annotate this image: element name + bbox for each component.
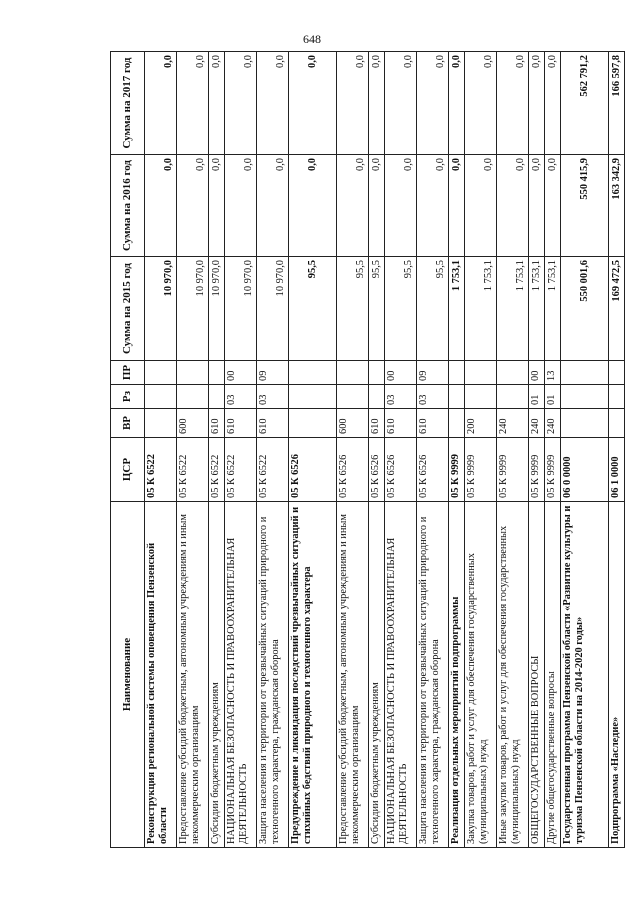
table-row: [145, 52, 177, 848]
cell-sum-2017: 0,0: [225, 52, 257, 155]
cell-rz: [561, 385, 609, 409]
cell-rz: [145, 385, 177, 409]
header-vr: ВР: [111, 409, 145, 438]
table-row: [609, 52, 625, 848]
cell-sum-2016: 0,0: [417, 155, 449, 257]
cell-rz: [609, 385, 625, 409]
cell-sum-2015: 95,5: [385, 257, 417, 361]
cell-vr: 600: [177, 409, 209, 438]
cell-rz: 03: [225, 385, 257, 409]
table-body: [145, 52, 625, 848]
cell-name: Подпрограмма «Наследие»: [609, 502, 625, 848]
cell-sum-2015: 169 472,5: [609, 257, 625, 361]
cell-name: НАЦИОНАЛЬНАЯ БЕЗОПАСНОСТЬ И ПРАВООХРАНИТЕЛЬНАЯ ДЕЯТЕЛЬНОСТЬ: [225, 502, 257, 848]
budget-table: [110, 51, 625, 848]
cell-sum-2017: 0,0: [497, 52, 529, 155]
cell-vr: [289, 409, 337, 438]
cell-csr: 05 К 6522: [209, 438, 225, 502]
cell-csr: 05 К 9999: [497, 438, 529, 502]
cell-pr: [449, 361, 465, 385]
table-row: [561, 52, 609, 848]
cell-sum-2016: 0,0: [289, 155, 337, 257]
cell-sum-2016: 0,0: [209, 155, 225, 257]
cell-rz: 01: [529, 385, 545, 409]
table-row: [449, 52, 465, 848]
cell-sum-2017: 0,0: [369, 52, 385, 155]
table-row: [225, 52, 257, 848]
cell-vr: 240: [497, 409, 529, 438]
page-number: 648: [303, 32, 321, 46]
table-row: [545, 52, 561, 848]
cell-sum-2016: 0,0: [465, 155, 497, 257]
cell-sum-2016: 0,0: [369, 155, 385, 257]
cell-csr: 05 К 9999: [545, 438, 561, 502]
cell-vr: 240: [545, 409, 561, 438]
cell-sum-2015: 550 001,6: [561, 257, 609, 361]
cell-name: Субсидии бюджетным учреждениям: [209, 502, 225, 848]
cell-vr: [561, 409, 609, 438]
cell-vr: 610: [385, 409, 417, 438]
cell-csr: 05 К 9999: [465, 438, 497, 502]
cell-sum-2017: 0,0: [289, 52, 337, 155]
cell-name: Другие общегосударственные вопросы: [545, 502, 561, 848]
table-row: [385, 52, 417, 848]
table-row: [209, 52, 225, 848]
cell-sum-2015: 1 753,1: [529, 257, 545, 361]
cell-pr: [209, 361, 225, 385]
cell-sum-2016: 0,0: [449, 155, 465, 257]
budget-table-rotated: [110, 52, 623, 848]
header-csr: ЦСР: [111, 438, 145, 502]
header-sum-2016: Сумма на 2016 год: [111, 155, 145, 257]
cell-sum-2016: 163 342,9: [609, 155, 625, 257]
cell-sum-2015: 95,5: [337, 257, 369, 361]
cell-pr: [369, 361, 385, 385]
cell-vr: [609, 409, 625, 438]
cell-sum-2015: 10 970,0: [145, 257, 177, 361]
cell-sum-2016: 0,0: [337, 155, 369, 257]
cell-name: Закупка товаров, работ и услуг для обеспечения государственных (муниципальных) нужд: [465, 502, 497, 848]
cell-csr: 05 К 6526: [369, 438, 385, 502]
cell-name: Защита населения и территории от чрезвычайных ситуаций природного и техногенного характера, гражданская оборона: [417, 502, 449, 848]
cell-pr: 13: [545, 361, 561, 385]
table-row: [257, 52, 289, 848]
cell-name: Предупреждение и ликвидация последствий чрезвычайных ситуаций и стихийных бедствий природного и техногенного характера: [289, 502, 337, 848]
cell-sum-2017: 0,0: [449, 52, 465, 155]
cell-rz: [465, 385, 497, 409]
cell-sum-2016: 0,0: [177, 155, 209, 257]
cell-sum-2015: 10 970,0: [225, 257, 257, 361]
cell-pr: [609, 361, 625, 385]
cell-pr: [177, 361, 209, 385]
cell-sum-2015: 10 970,0: [257, 257, 289, 361]
cell-sum-2017: 0,0: [209, 52, 225, 155]
cell-sum-2015: 1 753,1: [465, 257, 497, 361]
cell-pr: 00: [385, 361, 417, 385]
header-sum-2015: Сумма на 2015 год: [111, 257, 145, 361]
cell-sum-2017: 166 597,8: [609, 52, 625, 155]
cell-name: Субсидии бюджетным учреждениям: [369, 502, 385, 848]
cell-vr: [145, 409, 177, 438]
cell-pr: 09: [257, 361, 289, 385]
cell-csr: 05 К 9999: [529, 438, 545, 502]
table-row: [369, 52, 385, 848]
cell-pr: [561, 361, 609, 385]
cell-rz: 03: [417, 385, 449, 409]
cell-rz: 03: [385, 385, 417, 409]
table-row: [177, 52, 209, 848]
cell-pr: [497, 361, 529, 385]
cell-rz: [497, 385, 529, 409]
cell-vr: 610: [209, 409, 225, 438]
cell-rz: 03: [257, 385, 289, 409]
cell-csr: 06 0 0000: [561, 438, 609, 502]
header-rz: Рз: [111, 385, 145, 409]
cell-vr: 610: [225, 409, 257, 438]
cell-sum-2017: 0,0: [177, 52, 209, 155]
cell-sum-2017: 0,0: [545, 52, 561, 155]
cell-pr: [289, 361, 337, 385]
cell-vr: 200: [465, 409, 497, 438]
cell-rz: [449, 385, 465, 409]
header-name: Наименование: [111, 502, 145, 848]
cell-vr: 610: [417, 409, 449, 438]
header-sum-2017: Сумма на 2017 год: [111, 52, 145, 155]
cell-sum-2017: 0,0: [385, 52, 417, 155]
cell-rz: 01: [545, 385, 561, 409]
cell-name: Реконструкция региональной системы оповещения Пензенской области: [145, 502, 177, 848]
cell-csr: 05 К 6526: [417, 438, 449, 502]
cell-rz: [289, 385, 337, 409]
cell-sum-2016: 0,0: [145, 155, 177, 257]
cell-pr: 09: [417, 361, 449, 385]
cell-name: Государственная программа Пензенской области «Развитие культуры и туризма Пензенской области на 2014-2020 годы»: [561, 502, 609, 848]
cell-sum-2016: 0,0: [497, 155, 529, 257]
table-row: [497, 52, 529, 848]
table-row: [289, 52, 337, 848]
cell-sum-2016: 0,0: [529, 155, 545, 257]
cell-rz: [369, 385, 385, 409]
cell-sum-2017: 0,0: [145, 52, 177, 155]
cell-vr: 610: [369, 409, 385, 438]
cell-csr: 05 К 6522: [145, 438, 177, 502]
cell-vr: 600: [337, 409, 369, 438]
cell-csr: 05 К 6526: [337, 438, 369, 502]
cell-name: Иные закупки товаров, работ и услуг для обеспечения государственных (муниципальных) нужд: [497, 502, 529, 848]
cell-sum-2017: 0,0: [465, 52, 497, 155]
cell-sum-2017: 0,0: [417, 52, 449, 155]
cell-name: Предоставление субсидий бюджетным, автономным учреждениям и иным некоммерческим организациям: [177, 502, 209, 848]
cell-sum-2016: 0,0: [545, 155, 561, 257]
table-row: [529, 52, 545, 848]
cell-name: Предоставление субсидий бюджетным, автономным учреждениям и иным некоммерческим организациям: [337, 502, 369, 848]
table-row: [337, 52, 369, 848]
cell-name: Реализация отдельных мероприятий подпрограммы: [449, 502, 465, 848]
cell-csr: 05 К 9999: [449, 438, 465, 502]
cell-csr: 05 К 6526: [289, 438, 337, 502]
cell-sum-2016: 0,0: [385, 155, 417, 257]
cell-sum-2015: 1 753,1: [497, 257, 529, 361]
header-row: [111, 52, 145, 848]
cell-pr: [145, 361, 177, 385]
table-row: [465, 52, 497, 848]
cell-rz: [337, 385, 369, 409]
cell-sum-2017: 562 791,2: [561, 52, 609, 155]
cell-sum-2015: 95,5: [289, 257, 337, 361]
cell-rz: [177, 385, 209, 409]
cell-pr: 00: [529, 361, 545, 385]
cell-csr: 06 1 0000: [609, 438, 625, 502]
cell-csr: 05 К 6522: [225, 438, 257, 502]
cell-csr: 05 К 6522: [257, 438, 289, 502]
cell-name: НАЦИОНАЛЬНАЯ БЕЗОПАСНОСТЬ И ПРАВООХРАНИТЕЛЬНАЯ ДЕЯТЕЛЬНОСТЬ: [385, 502, 417, 848]
cell-vr: 610: [257, 409, 289, 438]
table-row: [417, 52, 449, 848]
cell-pr: 00: [225, 361, 257, 385]
cell-name: Защита населения и территории от чрезвычайных ситуаций природного и техногенного характера, гражданская оборона: [257, 502, 289, 848]
cell-sum-2015: 95,5: [369, 257, 385, 361]
cell-sum-2015: 10 970,0: [209, 257, 225, 361]
cell-sum-2016: 0,0: [257, 155, 289, 257]
cell-sum-2015: 1 753,1: [545, 257, 561, 361]
cell-pr: [465, 361, 497, 385]
cell-sum-2017: 0,0: [529, 52, 545, 155]
cell-rz: [209, 385, 225, 409]
cell-sum-2015: 95,5: [417, 257, 449, 361]
cell-sum-2016: 550 415,9: [561, 155, 609, 257]
cell-name: ОБЩЕГОСУДАРСТВЕННЫЕ ВОПРОСЫ: [529, 502, 545, 848]
cell-vr: [449, 409, 465, 438]
cell-sum-2017: 0,0: [257, 52, 289, 155]
cell-sum-2016: 0,0: [225, 155, 257, 257]
cell-sum-2017: 0,0: [337, 52, 369, 155]
cell-sum-2015: 1 753,1: [449, 257, 465, 361]
cell-pr: [337, 361, 369, 385]
cell-vr: 240: [529, 409, 545, 438]
cell-csr: 05 К 6522: [177, 438, 209, 502]
header-pr: ПР: [111, 361, 145, 385]
cell-sum-2015: 10 970,0: [177, 257, 209, 361]
cell-csr: 05 К 6526: [385, 438, 417, 502]
